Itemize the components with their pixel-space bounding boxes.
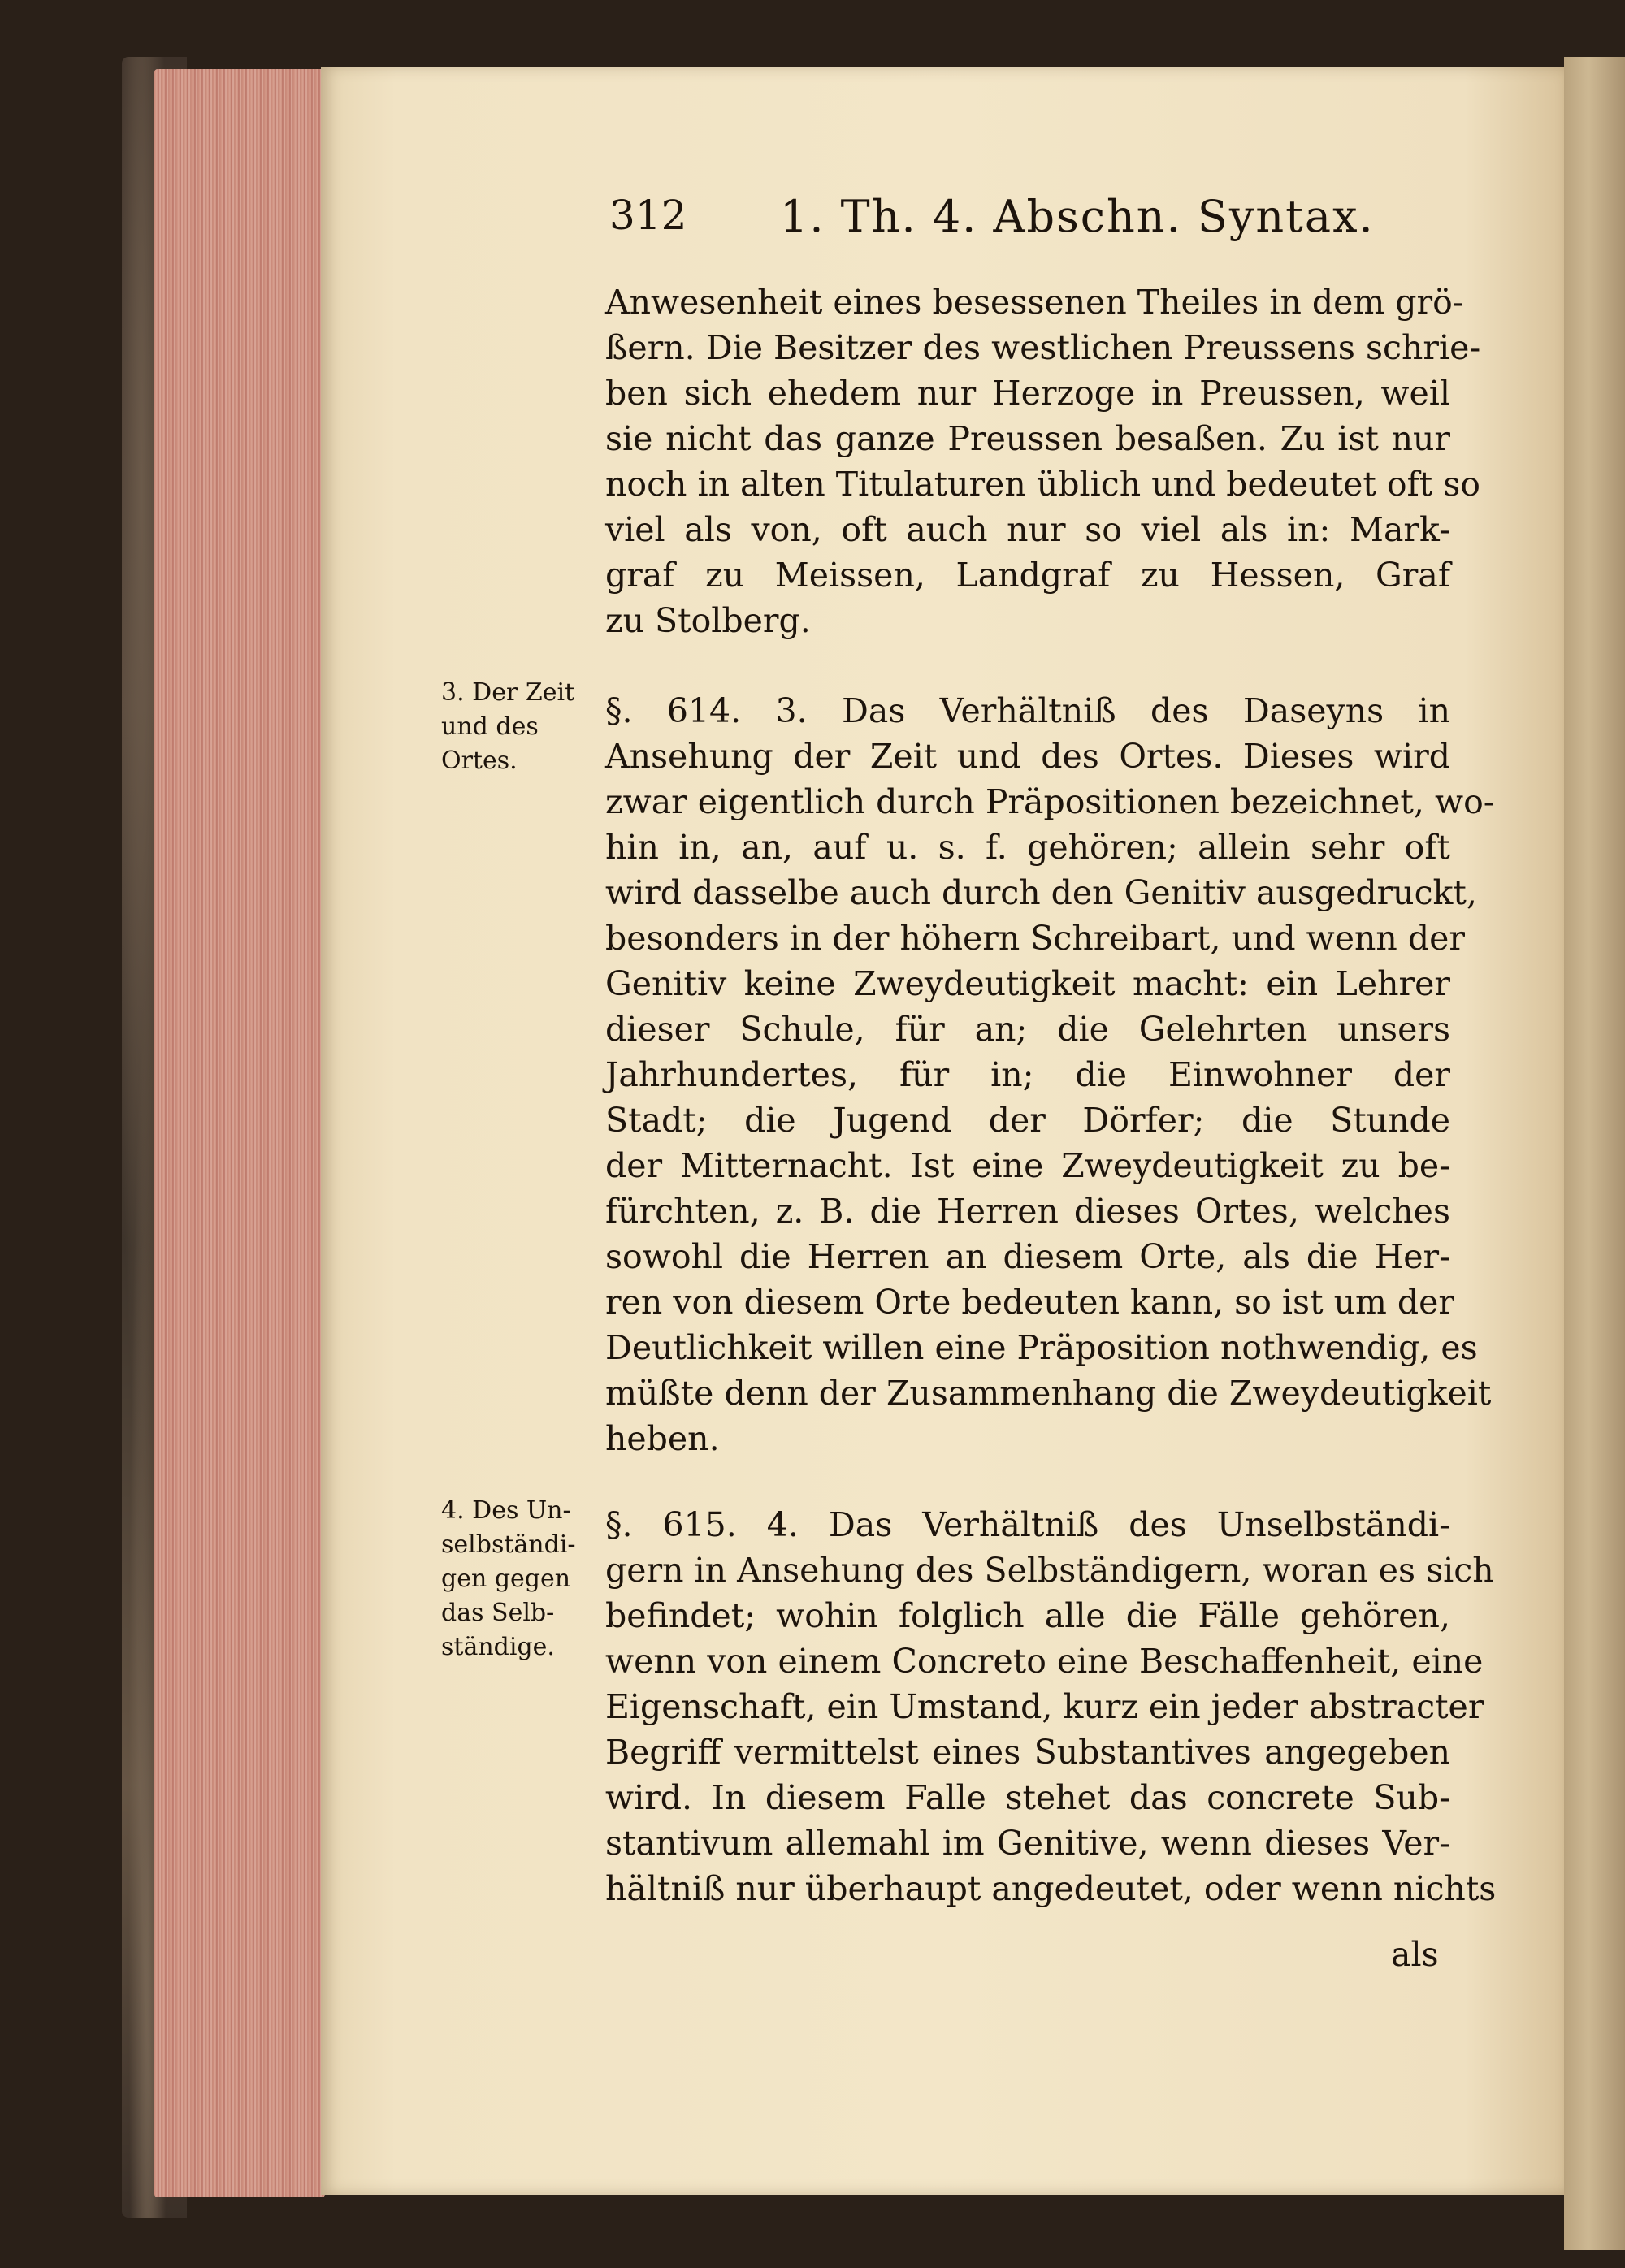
text-line: wenn von einem Concreto eine Beschaffenheit, eine: [605, 1642, 1484, 1681]
page-number: 312: [609, 192, 687, 239]
text-line: gern in Ansehung des Selbständigern, woran es sich: [605, 1551, 1494, 1590]
text-line: Deutlichkeit willen eine Präposition nothwendig, es: [605, 1328, 1478, 1367]
text-line: viel als von, oft auch nur so viel als in: Mark-: [605, 510, 1450, 549]
margin-line: 3. Der Zeit: [441, 678, 575, 707]
text-line: Eigenschaft, ein Umstand, kurz ein jeder abstracter: [605, 1687, 1484, 1726]
margin-line: das Selb-: [441, 1599, 555, 1627]
catchword: als: [1391, 1935, 1439, 1974]
text-line: §. 614. 3. Das Verhältniß des Daseyns in: [605, 691, 1450, 730]
text-line: Jahrhundertes, für in; die Einwohner der: [605, 1055, 1450, 1094]
text-line: Begriff vermittelst eines Substantives angegeben: [605, 1733, 1450, 1772]
margin-line: Ortes.: [441, 747, 518, 775]
text-line: Stadt; die Jugend der Dörfer; die Stunde: [605, 1101, 1450, 1140]
text-line: ben sich ehedem nur Herzoge in Preussen, weil: [605, 374, 1450, 413]
text-line: wird. In diesem Falle stehet das concrete Sub-: [605, 1778, 1450, 1817]
margin-line: 4. Des Un-: [441, 1496, 571, 1525]
text-line: Genitiv keine Zweydeutigkeit macht: ein Lehrer: [605, 964, 1450, 1003]
margin-line: und des: [441, 712, 539, 741]
page-edges: [154, 69, 325, 2197]
margin-line: selbständi-: [441, 1530, 576, 1559]
text-line: müßte denn der Zusammenhang die Zweydeutigkeit: [605, 1374, 1492, 1413]
text-line: noch in alten Titulaturen üblich und bedeutet oft so: [605, 465, 1480, 504]
text-line: hin in, an, auf u. s. f. gehören; allein sehr oft: [605, 828, 1450, 867]
text-line: wird dasselbe auch durch den Genitiv ausgedruckt,: [605, 873, 1477, 912]
text-line: befindet; wohin folglich alle die Fälle gehören,: [605, 1596, 1450, 1635]
margin-line: ständige.: [441, 1633, 555, 1661]
text-line: heben.: [605, 1419, 720, 1458]
text-line: fürchten, z. B. die Herren dieses Ortes, welches: [605, 1192, 1450, 1231]
text-line: §. 615. 4. Das Verhältniß des Unselbständi-: [605, 1505, 1450, 1544]
text-line: stantivum allemahl im Genitive, wenn dieses Ver-: [605, 1824, 1450, 1863]
text-line: dieser Schule, für an; die Gelehrten unsers: [605, 1010, 1450, 1049]
text-line: ßern. Die Besitzer des westlichen Preussens schrie-: [605, 328, 1481, 367]
text-line: ren von diesem Orte bedeuten kann, so ist um der: [605, 1283, 1455, 1322]
running-title: 1. Th. 4. Abschn. Syntax.: [780, 191, 1375, 242]
facing-page-edge: [1564, 57, 1625, 2250]
text-line: Ansehung der Zeit und des Ortes. Dieses wird: [605, 737, 1450, 776]
text-line: graf zu Meissen, Landgraf zu Hessen, Graf: [605, 556, 1450, 595]
text-line: Anwesenheit eines besessenen Theiles in dem grö-: [605, 283, 1464, 322]
text-line: sie nicht das ganze Preussen besaßen. Zu ist nur: [605, 419, 1450, 458]
text-line: besonders in der höhern Schreibart, und wenn der: [605, 919, 1465, 958]
text-line: zwar eigentlich durch Präpositionen bezeichnet, wo-: [605, 782, 1495, 821]
margin-line: gen gegen: [441, 1565, 571, 1593]
text-line: sowohl die Herren an diesem Orte, als die Her-: [605, 1237, 1450, 1276]
text-line: zu Stolberg.: [605, 601, 811, 640]
text-line: der Mitternacht. Ist eine Zweydeutigkeit zu be-: [605, 1146, 1450, 1185]
text-line: hältniß nur überhaupt angedeutet, oder wenn nichts: [605, 1869, 1497, 1908]
